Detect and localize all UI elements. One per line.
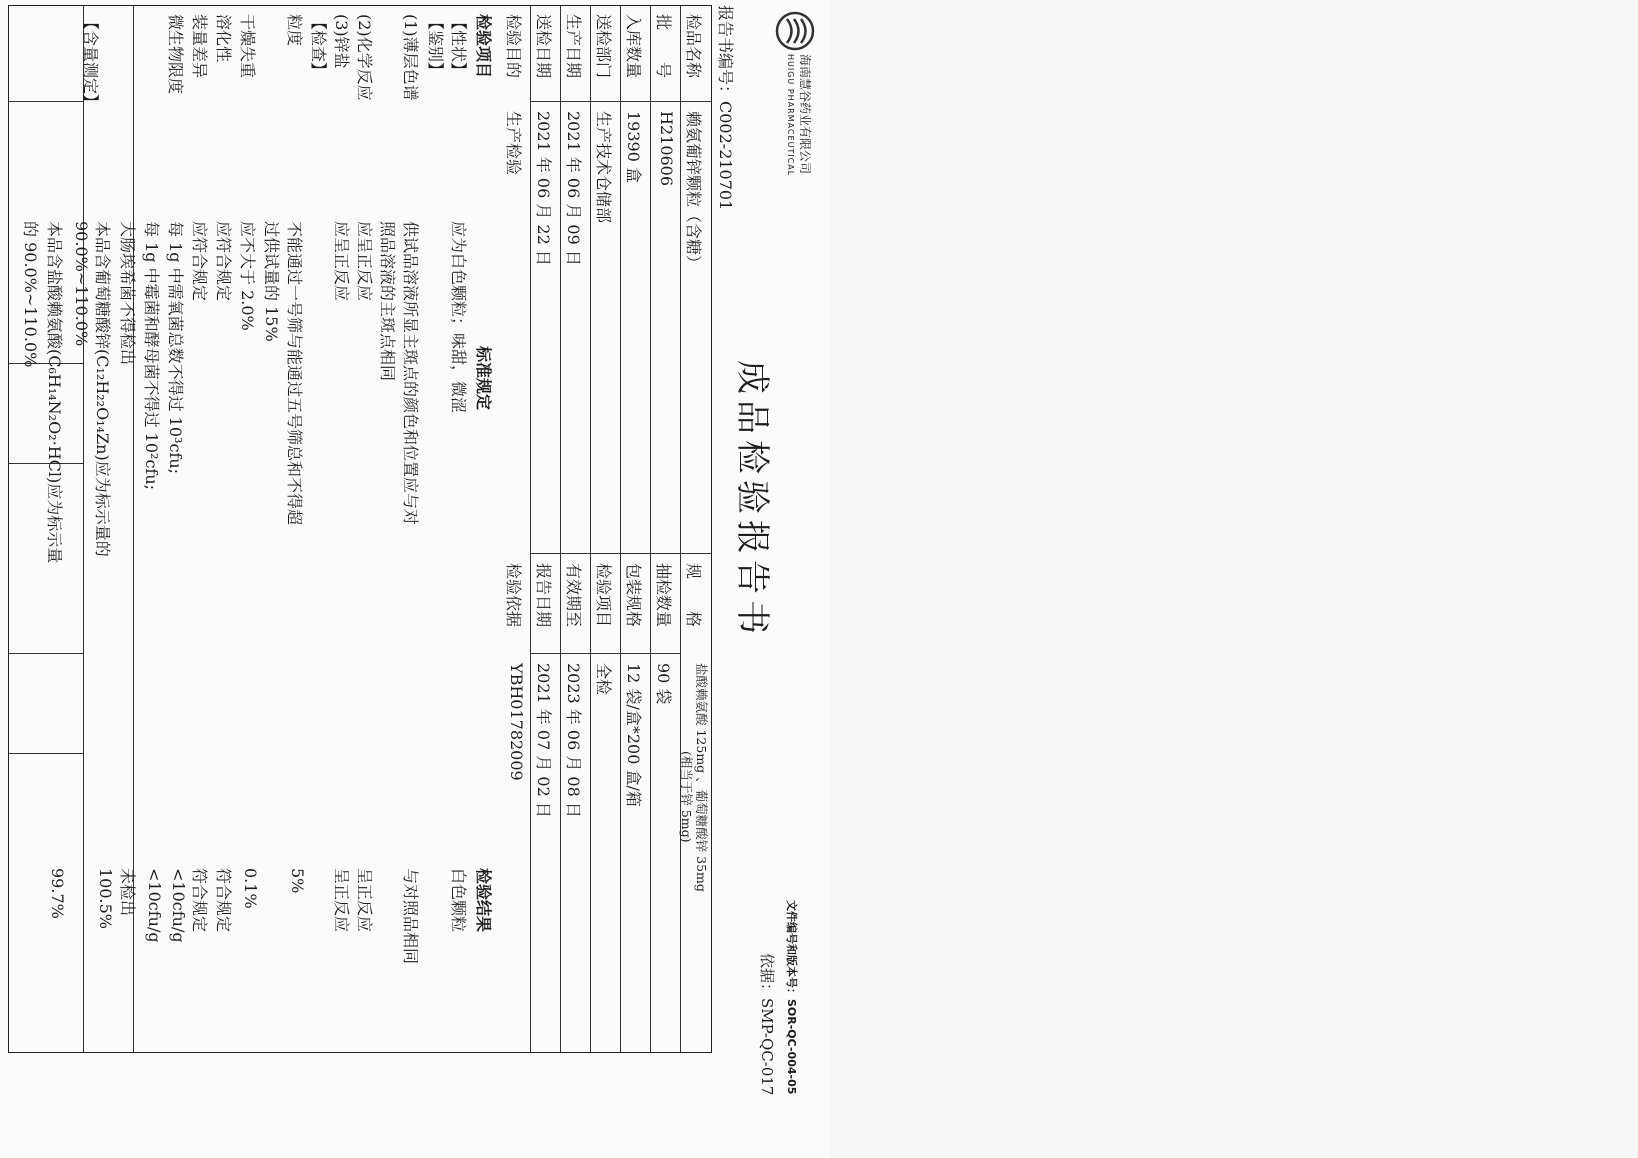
dept-label: 送检部门 <box>594 14 613 79</box>
product-name-label: 检品名称 <box>684 14 703 79</box>
row-item: 【含量测定】 <box>81 14 100 111</box>
purpose-label: 检验目的 <box>504 14 523 79</box>
basis-value: YBH01782009 <box>507 663 526 781</box>
row-item: (2)化学反应 <box>355 14 374 101</box>
spec-value-2: (相当于锌 5mg) <box>679 751 694 843</box>
row-standard: 每 1g 中需氧菌总数不得过 10³cfu; <box>166 221 185 475</box>
sample-qty-value: 90 袋 <box>654 663 673 705</box>
spec-label: 规 格 <box>684 563 703 628</box>
row-standard: 每 1g 中霉菌和酵母菌不得过 10²cfu; <box>142 221 161 491</box>
col-header-item: 检验项目 <box>474 14 493 79</box>
row-item: (1)薄层色谱 <box>401 14 420 101</box>
row-result: <10cfu/g <box>145 868 164 943</box>
package-value: 12 袋/盒*200 盒/箱 <box>624 663 643 807</box>
product-name-value: 赖氨葡锌颗粒（含糖） <box>684 111 703 272</box>
row-standard: 过供试量的 15% <box>262 221 281 342</box>
expiry-value: 2023 年 06 月 08 日 <box>564 663 583 818</box>
row-item: 【鉴别】 <box>426 14 445 79</box>
package-label: 包装规格 <box>624 563 643 628</box>
row-standard: 90.0%~110.0% <box>72 221 91 347</box>
row-item: (3)锌盐 <box>332 14 351 69</box>
row-standard: 应呈正反应 <box>332 221 351 302</box>
row-standard: 应不大于 2.0% <box>238 221 257 331</box>
row-result: 符合规定 <box>190 868 209 933</box>
row-result: 呈正反应 <box>355 868 374 933</box>
company-logo-icon <box>774 10 816 52</box>
row-standard: 供试品溶液所显主斑点的颜色和位置应与对 <box>401 221 420 526</box>
row-item: 干燥失重 <box>238 14 257 79</box>
row-standard: 应为白色颗粒；味甜，微涩 <box>449 221 468 414</box>
batch-value: H210606 <box>657 111 676 187</box>
row-item: 微生物限度 <box>166 14 185 95</box>
row-item: 粒度 <box>285 14 304 47</box>
expiry-label: 有效期至 <box>564 563 583 628</box>
dept-value: 生产技术仓储部 <box>594 111 613 224</box>
row-result: 白色颗粒 <box>449 868 468 933</box>
row-item: 【检查】 <box>309 14 328 79</box>
send-date-label: 送检日期 <box>534 14 553 79</box>
sample-qty-label: 抽检数量 <box>654 563 673 628</box>
report-number: 报告书编号：C002-210701 <box>716 5 735 211</box>
row-item: 【性状】 <box>449 14 468 79</box>
prod-date-label: 生产日期 <box>564 14 583 79</box>
col-header-standard: 标准规定 <box>474 346 493 411</box>
purpose-value: 生产检验 <box>504 111 523 176</box>
test-item-label: 检验项目 <box>594 563 613 628</box>
row-standard: 不能通过一号筛与能通过五号筛总和不得超 <box>285 221 304 526</box>
report-table <box>8 5 712 1053</box>
row-result: 0.1% <box>241 868 260 909</box>
row-standard: 本品含葡萄糖酸锌(C₁₂H₂₂O₁₄Zn)应为标示量的 <box>93 221 112 557</box>
row-result: 符合规定 <box>214 868 233 933</box>
document-version: 文件编号和版本号：SOR-QC-004-05 <box>785 900 798 1095</box>
row-standard: 大肠埃希菌不得检出 <box>118 221 137 366</box>
report-date-label: 报告日期 <box>534 563 553 628</box>
document-basis: 依据：SMP-QC-017 <box>758 953 776 1096</box>
row-standard: 本品含盐酸赖氨酸(C₆H₁₄N₂O₂·HCl)应为标示量 <box>45 221 64 564</box>
basis-label: 检验依据 <box>504 563 523 628</box>
row-standard: 照品溶液的主斑点相同 <box>378 221 397 382</box>
row-standard: 的 90.0%~110.0% <box>21 221 40 368</box>
send-date-value: 2021 年 06 月 22 日 <box>534 111 553 266</box>
stock-qty-value: 19390 盒 <box>624 111 643 183</box>
row-item: 装量差异 <box>190 14 209 79</box>
row-result: <10cfu/g <box>169 868 188 943</box>
row-result: 100.5% <box>96 868 115 930</box>
row-standard: 应呈正反应 <box>355 221 374 302</box>
spec-value-1: 盐酸赖氨酸 125mg 、葡萄糖酸锌 35mg <box>694 663 709 892</box>
test-item-value: 全检 <box>594 663 613 696</box>
batch-label: 批 号 <box>654 14 673 79</box>
row-item: 溶化性 <box>214 14 233 63</box>
stock-qty-label: 入库数量 <box>624 14 643 79</box>
row-standard: 应符合规定 <box>190 221 209 302</box>
row-result: 与对照品相同 <box>401 868 420 965</box>
page-title: 成品检验报告书 <box>732 360 772 640</box>
report-date-value: 2021 年 07 月 02 日 <box>534 663 553 818</box>
row-result: 5% <box>288 868 307 894</box>
company-name-en: HUIGU PHARMACEUTICAL <box>786 54 795 177</box>
row-result: 未检出 <box>118 868 137 917</box>
col-header-result: 检验结果 <box>474 868 493 933</box>
prod-date-value: 2021 年 06 月 09 日 <box>564 111 583 266</box>
company-name: 海南慧谷药业有限公司 <box>798 54 812 175</box>
row-standard: 应符合规定 <box>214 221 233 302</box>
row-result: 呈正反应 <box>332 868 351 933</box>
row-result: 99.7% <box>48 868 67 919</box>
